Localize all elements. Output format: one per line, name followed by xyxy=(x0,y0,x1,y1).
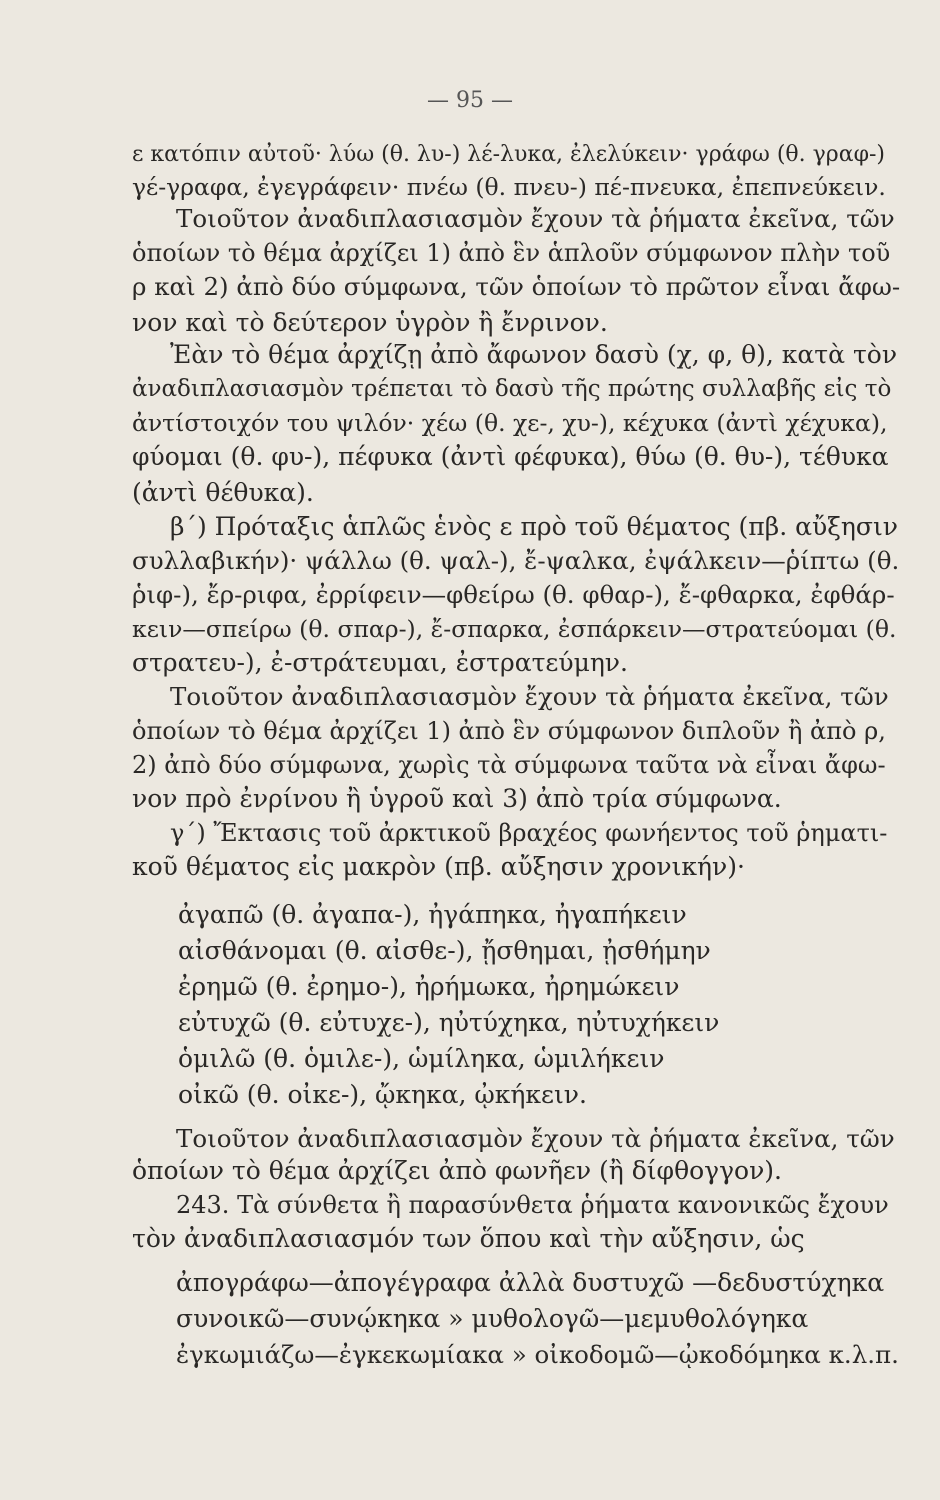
verb-example: ὁμιλῶ (θ. ὁμιλε-), ὡμίληκα, ὡμιλήκειν xyxy=(178,1044,665,1073)
text-line: β΄) Πρόταξις ἁπλῶς ἑνὸς ε πρὸ τοῦ θέματος (πβ. αὔξησιν xyxy=(170,512,898,541)
verb-example: εὐτυχῶ (θ. εὐτυχε-), ηὐτύχηκα, ηὐτυχήκειν xyxy=(178,1008,720,1037)
text-line: κειν—σπείρω (θ. σπαρ-), ἔ-σπαρκα, ἐσπάρκειν—στρατεύομαι (θ. xyxy=(132,615,897,643)
text-line: Τοιοῦτον ἀναδιπλασιασμὸν ἔχουν τὰ ῥήματα ἐκεῖνα, τῶν xyxy=(176,204,895,233)
text-line: ὁποίων τὸ θέμα ἀρχίζει 1) ἀπὸ ἓν ἁπλοῦν σύμφωνον πλὴν τοῦ xyxy=(132,239,891,267)
text-line: στρατευ-), ἐ-στράτευμαι, ἐστρατεύμην. xyxy=(132,648,628,677)
verb-example: ἐρημῶ (θ. ἐρημο-), ἠρήμωκα, ἠρημώκειν xyxy=(178,972,680,1001)
text-line: ε κατόπιν αὐτοῦ· λύω (θ. λυ-) λέ-λυκα, ἐλελύκειν· γράφω (θ. γραφ-) xyxy=(132,142,885,167)
text-line: νον πρὸ ἐνρίνου ἢ ὑγροῦ καὶ 3) ἀπὸ τρία σύμφωνα. xyxy=(132,784,782,813)
verb-example: αἰσθάνομαι (θ. αἰσθε-), ᾔσθημαι, ᾐσθήμην xyxy=(178,936,711,965)
text-line: 2) ἀπὸ δύο σύμφωνα, χωρὶς τὰ σύμφωνα ταῦτα νὰ εἶναι ἄφω- xyxy=(132,751,886,779)
text-line: ἀντίστοιχόν του ψιλόν· χέω (θ. χε-, χυ-), κέχυκα (ἀντὶ χέχυκα), xyxy=(132,409,888,437)
text-line: ρ καὶ 2) ἀπὸ δύο σύμφωνα, τῶν ὁποίων τὸ πρῶτον εἶναι ἄφω- xyxy=(132,272,901,301)
verb-example: ἀγαπῶ (θ. ἀγαπα-), ἠγάπηκα, ἠγαπήκειν xyxy=(178,900,687,929)
text-line: κοῦ θέματος εἰς μακρὸν (πβ. αὔξησιν χρονικήν)· xyxy=(132,852,745,881)
text-line: φύομαι (θ. φυ-), πέφυκα (ἀντὶ φέφυκα), θύω (θ. θυ-), τέθυκα xyxy=(132,442,889,471)
text-line: τὸν ἀναδιπλασιασμόν των ὅπου καὶ τὴν αὔξησιν, ὡς xyxy=(132,1224,805,1253)
text-line: Τοιοῦτον ἀναδιπλασιασμὸν ἔχουν τὰ ῥήματα ἐκεῖνα, τῶν xyxy=(176,1124,895,1153)
section-243-start: 243. Τὰ σύνθετα ἢ παρασύνθετα ῥήματα κανονικῶς ἔχουν xyxy=(176,1191,889,1219)
text-line: γ΄) Ἔκτασις τοῦ ἀρκτικοῦ βραχέος φωνήεντος τοῦ ῥηματι- xyxy=(170,819,888,847)
text-line: γέ-γραφα, ἐγεγράφειν· πνέω (θ. πνευ-) πέ-πνευκα, ἐπεπνεύκειν. xyxy=(132,173,886,201)
text-line: ὁποίων τὸ θέμα ἀρχίζει 1) ἀπὸ ἓν σύμφωνον διπλοῦν ἢ ἀπὸ ρ, xyxy=(132,717,886,745)
text-line: ῥιφ-), ἔρ-ριφα, ἐρρίφειν—φθείρω (θ. φθαρ-), ἔ-φθαρκα, ἐφθάρ- xyxy=(132,580,895,609)
text-line: Τοιοῦτον ἀναδιπλασιασμὸν ἔχουν τὰ ῥήματα ἐκεῖνα, τῶν xyxy=(170,682,889,711)
text-line: (ἀντὶ θέθυκα). xyxy=(132,478,314,507)
text-line: νον καὶ τὸ δεύτερον ὑγρὸν ἢ ἔνρινον. xyxy=(132,308,608,337)
compound-example: συνοικῶ—συνῴκηκα » μυθολογῶ—μεμυθολόγηκα xyxy=(176,1304,809,1333)
text-line: ὁποίων τὸ θέμα ἀρχίζει ἀπὸ φωνῆεν (ἢ δίφθογγον). xyxy=(132,1156,782,1185)
text-line: ἀναδιπλασιασμὸν τρέπεται τὸ δασὺ τῆς πρώτης συλλαβῆς εἰς τὸ xyxy=(132,376,892,402)
text-line: Ἐὰν τὸ θέμα ἀρχίζῃ ἀπὸ ἄφωνον δασὺ (χ, φ, θ), κατὰ τὸν xyxy=(170,340,898,369)
compound-example: ἐγκωμιάζω—ἐγκεκωμίακα » οἰκοδομῶ—ᾠκοδόμηκα κ.λ.π. xyxy=(176,1340,899,1369)
verb-example: οἰκῶ (θ. οἰκε-), ᾤκηκα, ᾠκήκειν. xyxy=(178,1080,587,1109)
compound-example: ἀπογράφω—ἀπογέγραφα ἀλλὰ δυστυχῶ —δεδυστύχηκα xyxy=(176,1268,885,1297)
page-number: — 95 — xyxy=(427,88,513,113)
text-line: συλλαβικήν)· ψάλλω (θ. ψαλ-), ἔ-ψαλκα, ἐψάλκειν—ῥίπτω (θ. xyxy=(132,546,900,575)
